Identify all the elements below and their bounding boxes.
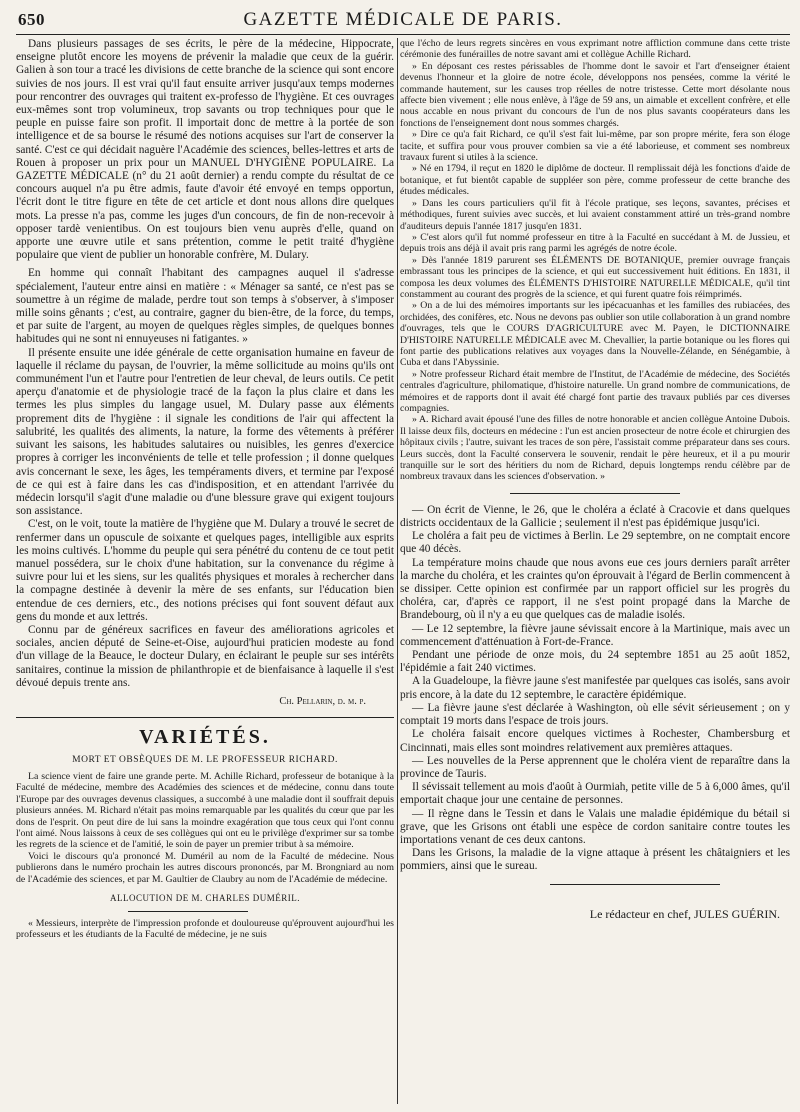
paragraph: C'est, on le voit, toute la matière de l'hygiène que M. Dulary a trouvé le secret de renfermer dans un opuscule de soixante et quelques pages, intelligible aux esprits les moins cultivés. L'homme du peuple qui sera pénétré du contenu de ce tout petit manuel possédera, sur le choix d'une habitation, sur la convenance du régime à suivre pour lui et les siens, sur les qualités physiques et morales à rechercher dans la compagne destinée à devenir la mère de ses enfants, sur l'éducation bien entendue de ces derniers, etc., des notions précises qui font souvent défaut aux gens du monde et aux lettrés.: [16, 518, 394, 623]
paragraph: La température moins chaude que nous avons eue ces jours derniers paraît arrêter la marche du choléra, et les craintes qu'on éprouvait à l'égard de Berlin commencent à se dissiper. Cette opinion est confirmée par un rapport officiel sur les progrès du choléra, car, d'après ce rapport, il ne s'est point propagé dans la Marche de Brandebourg, où il n'y a eu que quelques cas de maladie isolés.: [400, 556, 790, 622]
paragraph: — Il règne dans le Tessin et dans le Valais une maladie épidémique du bétail si grave, que les Grisons ont établi une espèce de cordon sanitaire contre toutes les importations venant de ces deux cantons.: [400, 807, 790, 846]
paragraph: A la Guadeloupe, la fièvre jaune s'est manifestée par quelques cas isolés, sans avoir pris encore, à la date du 12 septembre, le caractère épidémique.: [400, 675, 790, 701]
divider: [550, 884, 720, 885]
article-subtitle: MORT ET OBSÈQUES DE M. LE PROFESSEUR RICHARD.: [72, 754, 338, 765]
section-title: VARIÉTÉS.: [139, 725, 271, 748]
page-number: 650: [18, 10, 45, 29]
paragraph: » Né en 1794, il reçut en 1820 le diplôme de docteur. Il remplissait déjà les fonctions d'aide de botanique, et fut bientôt capable de suppléer son père, comme professeur de cette branche des études médicales.: [400, 163, 790, 198]
paragraph: » C'est alors qu'il fut nommé professeur en titre à la Faculté en succédant à M. de Jussieu, et depuis trois ans déjà il avait pris rang parmi les agrégés de notre école.: [400, 231, 790, 255]
paragraph: » Dès l'année 1819 parurent ses ÉLÉMENTS DE BOTANIQUE, premier ouvrage français embrassant tous les principes de la science, et qui eut successivement huit éditions. En 1831, il composa les deux volumes des ÉLÉMENTS D'HISTOIRE NATURELLE MÉDICALE, qu'il tint constamment au courant des progrès de la science, et qui furent quatre fois réimprimés.: [400, 254, 790, 300]
paragraph: Le choléra faisait encore quelques victimes à Rochester, Chambersburg et Cincinnati, mais elles sont moindres relativement aux premières attaques.: [400, 728, 790, 754]
paragraph: — On écrit de Vienne, le 26, que le choléra a éclaté à Cracovie et dans quelques districts occidentaux de la Gallicie ; seulement il n'est pas épidémique jusqu'ici.: [400, 503, 790, 530]
paragraph: Connu par de généreux sacrifices en faveur des améliorations agricoles et sociales, ancien député de Seine-et-Oise, aujourd'hui praticien modeste au fond d'un village de la Beauce, le docteur Dulary, en éclairant le peuple sur ses intérêts sanitaires, continue la mission de philanthropie et de bienfaisance à laquelle il s'est dévoué depuis trente ans.: [16, 623, 394, 689]
paragraph: Il présente ensuite une idée générale de cette organisation humaine en faveur de laquelle il réclame du paysan, de l'ouvrier, la même sollicitude au moins qu'ils ont communément l'un et l'autre pour l'entretien de leur cheval, de leurs outils. Ce petit aperçu d'anatomie et de physiologie tracé de la façon la plus claire et dans les termes les plus simples du langage usuel, M. Dulary passe aux éléments proprement dits de l'hygiène : il signale les conditions de l'air qui affectent la salubrité, les qualités des aliments, la nature, la forme des vêtements à préférer suivant les saisons, les habitudes salutaires ou nuisibles, les genres d'exercice propres à corriger les inconvénients de telle et telle profession ; il donne quelques avis concernant le sexe, les âges, les tempéraments divers, et termine par l'exposé de ce qui est à faire dans les cas d'indisposition, et en attendant l'arrivée du médecin lorsqu'il s'agit d'une maladie ou d'une blessure grave qui exigent toujours son assistance.: [16, 346, 394, 518]
section-divider: [16, 717, 394, 718]
paragraph: Dans plusieurs passages de ses écrits, le père de la médecine, Hippocrate, enseigne plutôt encore les moyens de prévenir la maladie que ceux de la guérir. Galien à son tour a tracé les divisions de cette branche de la science qui sont encore suivies de nos jours. Il est vrai qu'il faut ensuite arriver jusqu'aux temps modernes pour rencontrer des ouvrages qui traitent ex-professo de l'hygiène. Et ces ouvrages eux-mêmes sont trop volumineux, trop savants ou trop techniques pour que le peuple en puisse faire son profit. Il importait donc de mettre à la portée de son intelligence et de sa bourse le résumé des notions acquises sur l'art de conserver la santé. C'est ce qui décidait naguère l'Académie des sciences, belles-lettres et arts de Rouen à proposer un prix pour un MANUEL D'HYGIÈNE POPULAIRE. La GAZETTE MÉDICALE (n° du 21 août dernier) a rendu compte du résultat de ce concours auquel n'a pu être admis, faute d'avoir été envoyé en temps opportun, l'écrit dont le titre figure en tête de cet article et dont nous allons dire quelques mots. La presse n'a pas, comme les juges d'un concours, de fin de non-recevoir à opposer tardè venientibus. On est toujours bien venu auprès d'elle, quand on apporte une œuvre utile et sans prétention, comme le petit traité d'hygiène populaire que vient de publier un honorable confrère, M. Dulary.: [16, 38, 394, 262]
left-column: [16, 38, 394, 1104]
paragraph: Le choléra a fait peu de victimes à Berlin. Le 29 septembre, on ne comptait encore que 40 décès.: [400, 530, 790, 556]
paragraph: » En déposant ces restes périssables de l'homme dont le savoir et l'art d'enseigner étaient devenus l'honneur et la gloire de notre école, développons nos pensées, comme la vérité le commande hautement, sur les causes trop réelles de notre tristesse. Cette mort désolante nous affecte bien vivement ; elle nous enlève, à l'âge de 59 ans, un aimable et excellent confrère, et elle nous accable en nous privant du concours de l'un de nos plus savants coopérateurs dans les fonctions de l'enseignement dont nous sommes chargés.: [400, 60, 790, 129]
editor-signature: Le rédacteur en chef, JULES GUÉRIN.: [589, 906, 780, 921]
section-divider: [510, 493, 680, 494]
column-rule: [397, 38, 398, 1104]
paragraph: En homme qui connaît l'habitant des campagnes auquel il s'adresse spécialement, l'auteur entre ainsi en matière : « Ménager sa santé, ce n'est pas se soumettre à un régime de malade, perdre tout son temps à s'observer, à s'imposer mille soins gênants ; c'est, au contraire, gagner du bien-être, de la force, du temps, et par suite de l'argent, au moyen de quelques règles simples, de quelques bonnes habitudes qui ne sont ni ennuyeuses ni fatigantes. »: [16, 267, 394, 346]
paragraph: Il sévissait tellement au mois d'août à Ourmiah, petite ville de 5 à 6,000 âmes, qu'il emportait chaque jour une centaine de personnes.: [400, 781, 790, 807]
paragraph: — Les nouvelles de la Perse apprennent que le choléra vient de reparaître dans la province de Tauris.: [400, 754, 790, 780]
page-header: [16, 8, 790, 35]
paragraph: » Dire ce qu'a fait Richard, ce qu'il s'est fait lui-même, par son propre mérite, fera son éloge tacite, et suffira pour vous prouver combien sa vie a été laborieuse, et comment ses nombreux travaux furent si utiles à la science.: [400, 129, 790, 164]
article-signature: Ch. Pellarin, d. m. p.: [279, 695, 366, 707]
paragraph: — La fièvre jaune s'est déclarée à Washington, où elle sévit sérieusement ; on y comptait 19 morts dans l'espace de trois jours.: [400, 701, 790, 728]
paragraph: » A. Richard avait épousé l'une des filles de notre honorable et ancien collègue Antoine Dubois. Il laisse deux fils, docteurs en médecine : l'un est ancien prosecteur de notre école et chirurgien des hôpitaux civils ; l'autre, suivant les traces de son père, l'assistait comme préparateur dans ses cours. Leurs succès, dont la Faculté conservera le souvenir, rendait le père heureux, et il a pu mourir tranquille sur le sort des héritiers du nom de Richard, depuis longtemps rendu célèbre par de nombreux travaux dans les sciences d'observation. »: [400, 414, 790, 483]
paragraph: Pendant une période de onze mois, du 24 septembre 1851 au 25 août 1852, l'épidémie a fait 240 victimes.: [400, 649, 790, 675]
divider: [128, 911, 248, 912]
paragraph: Dans les Grisons, la maladie de la vigne attaque à présent les châtaigniers et les pommiers, ainsi que le sureau.: [400, 847, 790, 873]
paragraph: que l'écho de leurs regrets sincères en vous exprimant notre affliction commune dans cette triste cérémonie des funérailles de notre savant ami et collègue Achille Richard.: [400, 38, 790, 61]
paragraph: » Notre professeur Richard était membre de l'Institut, de l'Académie de médecine, des Sociétés centrales d'agriculture, philomatique, d'histoire naturelle. Un grand nombre de communications, de mémoires et de rapports dont il avait été chargé font partie des travaux publiés par ces diverses compagnies.: [400, 368, 790, 414]
paragraph: » Dans les cours particuliers qu'il fit à l'école pratique, ses leçons, savantes, précises et méthodiques, furent suivies avec succès, et lui avaient constamment attiré un très-grand nombre d'auditeurs depuis l'année 1817 jusqu'en 1831.: [400, 197, 790, 232]
paragraph: Voici le discours qu'a prononcé M. Duméril au nom de la Faculté de médecine. Nous publierons dans le numéro prochain les autres discours prononcés, par M. Brongniard au nom de l'Académie des sciences, et par M. Gaultier de Claubry au nom de l'Académie de médecine.: [16, 850, 394, 885]
allocution-title: ALLOCUTION DE M. CHARLES DUMÉRIL.: [110, 893, 300, 904]
paragraph: » On a de lui des mémoires importants sur les ipécacuanhas et les familles des rubiacées, des orchidées, des conifères, etc. Nous ne devons pas oublier son utile collaboration à un grand nombre d'ouvrages, tels que le COURS D'AGRICULTURE avec M. Payen, le DICTIONNAIRE D'HISTOIRE NATURELLE MÉDICALE avec M. Chevallier, la partie botanique ou les flores qui font partie des publications relatives aux voyages dans la Nouvelle-Zélande, en Sénégambie, à Cuba et dans l'Abyssinie.: [400, 300, 790, 369]
paragraph: « Messieurs, interprète de l'impression profonde et douloureuse qu'éprouvent aujourd'hui les professeurs et les étudiants de la Faculté de médecine, je ne suis: [16, 918, 394, 941]
paragraph: — Le 12 septembre, la fièvre jaune sévissait encore à la Martinique, mais avec un commencement d'atténuation à Fort-de-France.: [400, 622, 790, 648]
journal-title: GAZETTE MÉDICALE DE PARIS.: [243, 9, 563, 30]
right-column: [400, 38, 790, 1104]
paragraph: La science vient de faire une grande perte. M. Achille Richard, professeur de botanique à la Faculté de médecine, membre des Académies des sciences et de médecine, connu dans toute l'Europe par des ouvrages devenus classiques, a succombé à une maladie dont il souffrait depuis plusieurs années. M. Richard n'était pas moins remarquable par les qualités du cœur que par les dons de l'esprit. On peut dire de lui sans la moindre exagération que tous ceux qui l'ont connu l'ont aimé. Nous laissons à ceux de ses collègues qui ont eu le privilège d'exprimer sur sa tombe les regrets de la science et de l'amitié, le soin de payer un premier tribut à sa mémoire.: [16, 770, 394, 851]
